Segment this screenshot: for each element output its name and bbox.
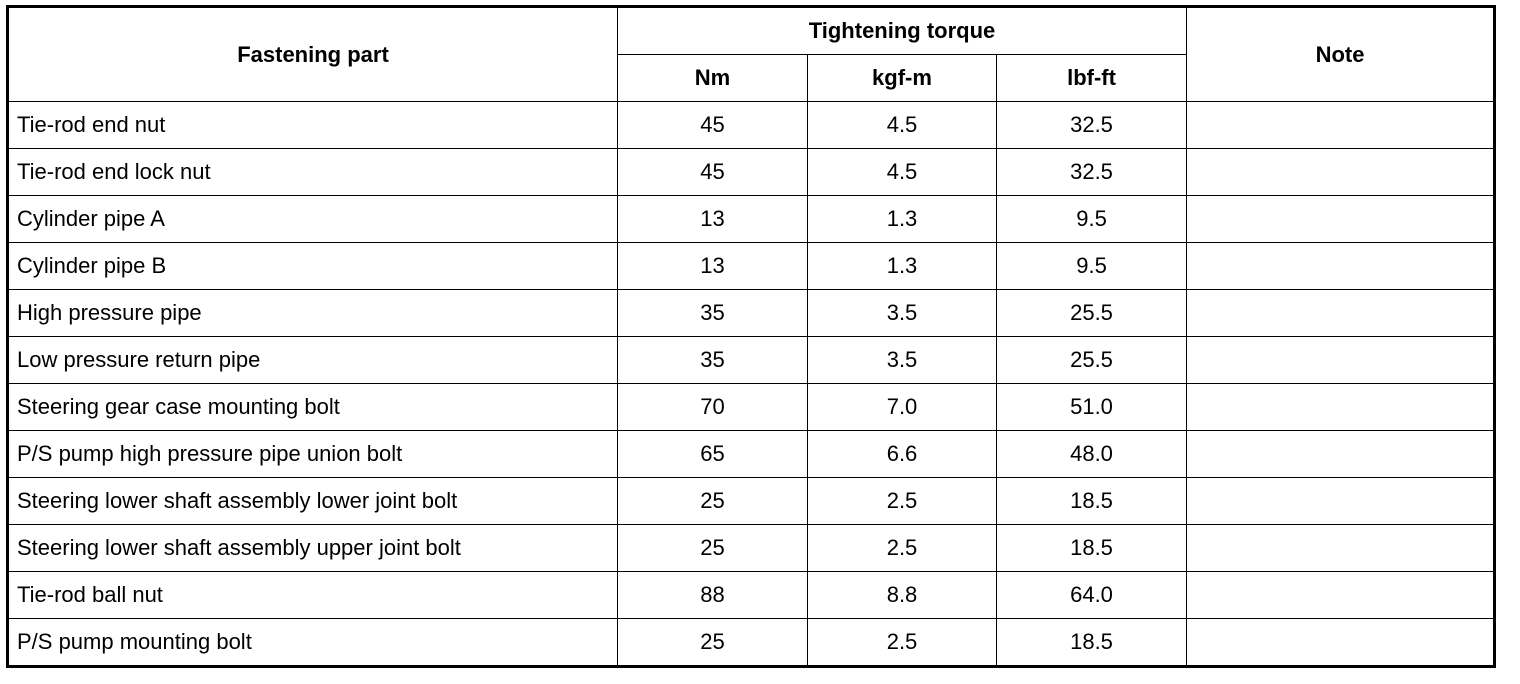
cell-lbf-ft: 18.5	[997, 525, 1187, 572]
cell-lbf-ft: 51.0	[997, 384, 1187, 431]
cell-kgf-m: 1.3	[808, 243, 997, 290]
table-header	[8, 7, 1495, 102]
cell-lbf-ft: 25.5	[997, 337, 1187, 384]
table-row	[8, 619, 1495, 667]
table-row	[8, 525, 1495, 572]
cell-nm: 25	[618, 478, 808, 525]
cell-note	[1187, 243, 1495, 290]
table-row	[8, 149, 1495, 196]
cell-kgf-m: 3.5	[808, 337, 997, 384]
cell-note	[1187, 384, 1495, 431]
header-unit-lbf-ft: lbf-ft	[997, 55, 1187, 102]
table-row	[8, 290, 1495, 337]
cell-note	[1187, 149, 1495, 196]
cell-note	[1187, 525, 1495, 572]
table-row	[8, 431, 1495, 478]
cell-note	[1187, 478, 1495, 525]
cell-fastening-part: P/S pump high pressure pipe union bolt	[8, 431, 618, 478]
cell-nm: 70	[618, 384, 808, 431]
cell-kgf-m: 8.8	[808, 572, 997, 619]
cell-fastening-part: Tie-rod end lock nut	[8, 149, 618, 196]
cell-nm: 13	[618, 243, 808, 290]
table-row	[8, 102, 1495, 149]
header-unit-kgf-m: kgf-m	[808, 55, 997, 102]
cell-kgf-m: 2.5	[808, 478, 997, 525]
cell-nm: 45	[618, 102, 808, 149]
cell-nm: 25	[618, 619, 808, 667]
table-body	[8, 102, 1495, 667]
cell-kgf-m: 3.5	[808, 290, 997, 337]
table-row	[8, 384, 1495, 431]
cell-fastening-part: Tie-rod end nut	[8, 102, 618, 149]
table-row	[8, 243, 1495, 290]
cell-lbf-ft: 9.5	[997, 243, 1187, 290]
table-row	[8, 478, 1495, 525]
cell-fastening-part: Tie-rod ball nut	[8, 572, 618, 619]
cell-fastening-part: Cylinder pipe A	[8, 196, 618, 243]
cell-note	[1187, 337, 1495, 384]
cell-fastening-part: Steering lower shaft assembly upper joint bolt	[8, 525, 618, 572]
cell-kgf-m: 4.5	[808, 149, 997, 196]
cell-note	[1187, 290, 1495, 337]
cell-lbf-ft: 25.5	[997, 290, 1187, 337]
cell-kgf-m: 7.0	[808, 384, 997, 431]
cell-nm: 35	[618, 337, 808, 384]
cell-fastening-part: High pressure pipe	[8, 290, 618, 337]
cell-nm: 45	[618, 149, 808, 196]
cell-nm: 35	[618, 290, 808, 337]
cell-nm: 13	[618, 196, 808, 243]
cell-lbf-ft: 32.5	[997, 149, 1187, 196]
cell-note	[1187, 572, 1495, 619]
cell-kgf-m: 4.5	[808, 102, 997, 149]
cell-lbf-ft: 18.5	[997, 619, 1187, 667]
cell-fastening-part: Steering lower shaft assembly lower joint bolt	[8, 478, 618, 525]
header-fastening-part: Fastening part	[8, 7, 618, 102]
torque-table	[6, 5, 1496, 668]
cell-fastening-part: Steering gear case mounting bolt	[8, 384, 618, 431]
cell-note	[1187, 431, 1495, 478]
table-row	[8, 337, 1495, 384]
header-tightening-torque: Tightening torque	[618, 7, 1187, 55]
cell-note	[1187, 196, 1495, 243]
cell-kgf-m: 2.5	[808, 525, 997, 572]
cell-lbf-ft: 9.5	[997, 196, 1187, 243]
header-row-top	[8, 7, 1495, 55]
header-unit-nm: Nm	[618, 55, 808, 102]
cell-kgf-m: 1.3	[808, 196, 997, 243]
cell-lbf-ft: 48.0	[997, 431, 1187, 478]
cell-lbf-ft: 32.5	[997, 102, 1187, 149]
cell-lbf-ft: 64.0	[997, 572, 1187, 619]
torque-table-container	[6, 5, 1496, 668]
cell-nm: 25	[618, 525, 808, 572]
table-row	[8, 572, 1495, 619]
cell-lbf-ft: 18.5	[997, 478, 1187, 525]
cell-fastening-part: Low pressure return pipe	[8, 337, 618, 384]
cell-note	[1187, 619, 1495, 667]
table-row	[8, 196, 1495, 243]
cell-fastening-part: P/S pump mounting bolt	[8, 619, 618, 667]
cell-nm: 65	[618, 431, 808, 478]
header-note: Note	[1187, 7, 1495, 102]
cell-note	[1187, 102, 1495, 149]
cell-fastening-part: Cylinder pipe B	[8, 243, 618, 290]
cell-kgf-m: 2.5	[808, 619, 997, 667]
cell-kgf-m: 6.6	[808, 431, 997, 478]
cell-nm: 88	[618, 572, 808, 619]
